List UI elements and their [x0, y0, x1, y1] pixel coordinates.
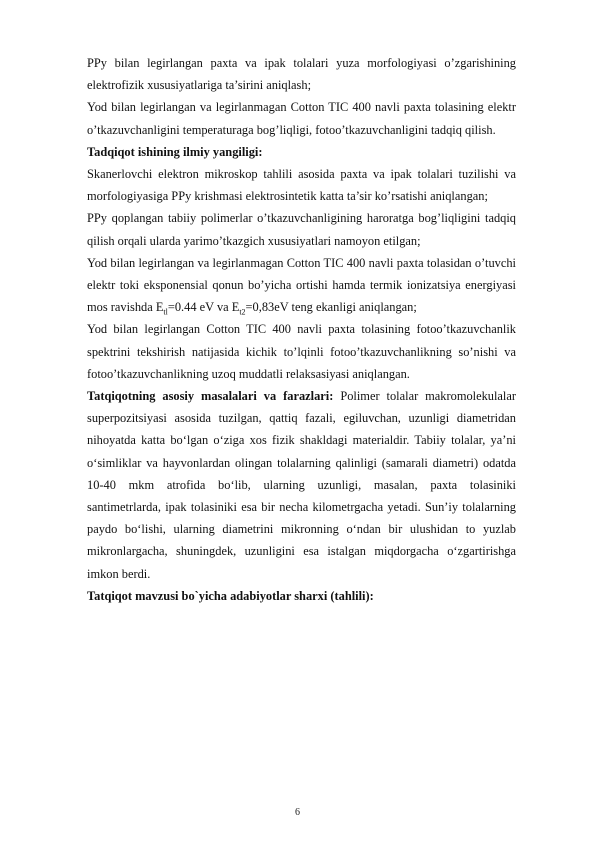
- subscript: tl: [163, 307, 168, 317]
- paragraph-objective-2: Yod bilan legirlangan va legirlanmagan Cotton TIC 400 navli paxta tolasining elektr o’tkazuvchanligini temperaturaga bog’liqligi, fotoo’tkazuvchanligini tadqiq qilish.: [87, 100, 516, 137]
- paragraph-tasks: [87, 385, 516, 585]
- paragraph-novelty-2: PPy qoplangan tabiiy polimerlar o’tkazuvchanligining haroratga bog’liqligini tadqiq qilish orqali ularda yarimo’tkazgich xususiyatlari namoyon etilgan;: [87, 211, 516, 248]
- heading-novelty: Tadqiqot ishining ilmiy yangiligi:: [87, 144, 263, 159]
- tasks-heading: Tatqiqotning asosiy masalalari va farazlari:: [87, 389, 334, 404]
- text-segment: =0.44 eV va E: [167, 300, 240, 315]
- text-segment: =0,83eV teng ekanligi aniqlangan;: [245, 300, 417, 315]
- paragraph-novelty-4: Yod bilan legirlangan Cotton TIC 400 navli paxta tolasining fotoo’tkazuvchanlik spektrini tekshirish natijasida kichik to’lqinli fotoo’tkazuvchanlikning so’nishi va fotoo’tkazuvchanlikning uzoq muddatli relaksasiyasi aniqlangan.: [87, 322, 516, 381]
- heading-literature-review: Tatqiqot mavzusi bo`yicha adabiyotlar sharxi (tahlili):: [87, 588, 374, 603]
- tasks-text: Polimer tolalar makromolekulalar superpozitsiyasi asosida tuzilgan, qattiq fazali, egiluvchan, uzunligi diametridan nihoyatda katta bo‘lgan o‘ziga xos fizik shakldagi materialdir. Tabiiy tolalar, ya’ni o‘simliklar va hayvonlardan olingan tolalarning qalinligi (samarali diametri) odatda 10-40 mkm atrofida bo‘lib, ularning uzunligi, masalan, paxta tolasiniki santimetrlarda, ipak tolasiniki esa bir necha kilometrgacha yetadi. Sun’iy tolalarning paydo bo‘lishi, ularning diametrini mikronning o‘ndan bir ulushidan to yuzlab mikronlargacha, shuningdek, uzunligini esa istalgan miqdorgacha o‘zgartirishga imkon berdi.: [87, 389, 516, 581]
- paragraph-novelty-1: Skanerlovchi elektron mikroskop tahlili asosida paxta va ipak tolalari tuzilishi va morfologiyasiga PPy krishmasi elektrosintetik katta ta’sir ko’rsatishi aniqlangan;: [87, 167, 516, 204]
- document-page: [87, 52, 516, 607]
- paragraph-novelty-3: [87, 252, 516, 319]
- paragraph-objective-1: PPy bilan legirlangan paxta va ipak tolalari yuza morfologiyasi o’zgarishining elektrofizik xususiyatlariga ta’sirini aniqlash;: [87, 56, 516, 93]
- subscript: t2: [239, 307, 246, 317]
- text-segment: Yod bilan legirlangan va legirlanmagan Cotton TIC 400 navli paxta tolasidan o’tuvchi elektr toki eksponensial qonun bo’yicha ortishi hamda termik ionizatsiya energiyasi mos ravishda E: [87, 255, 516, 315]
- page-number: 6: [295, 807, 300, 818]
